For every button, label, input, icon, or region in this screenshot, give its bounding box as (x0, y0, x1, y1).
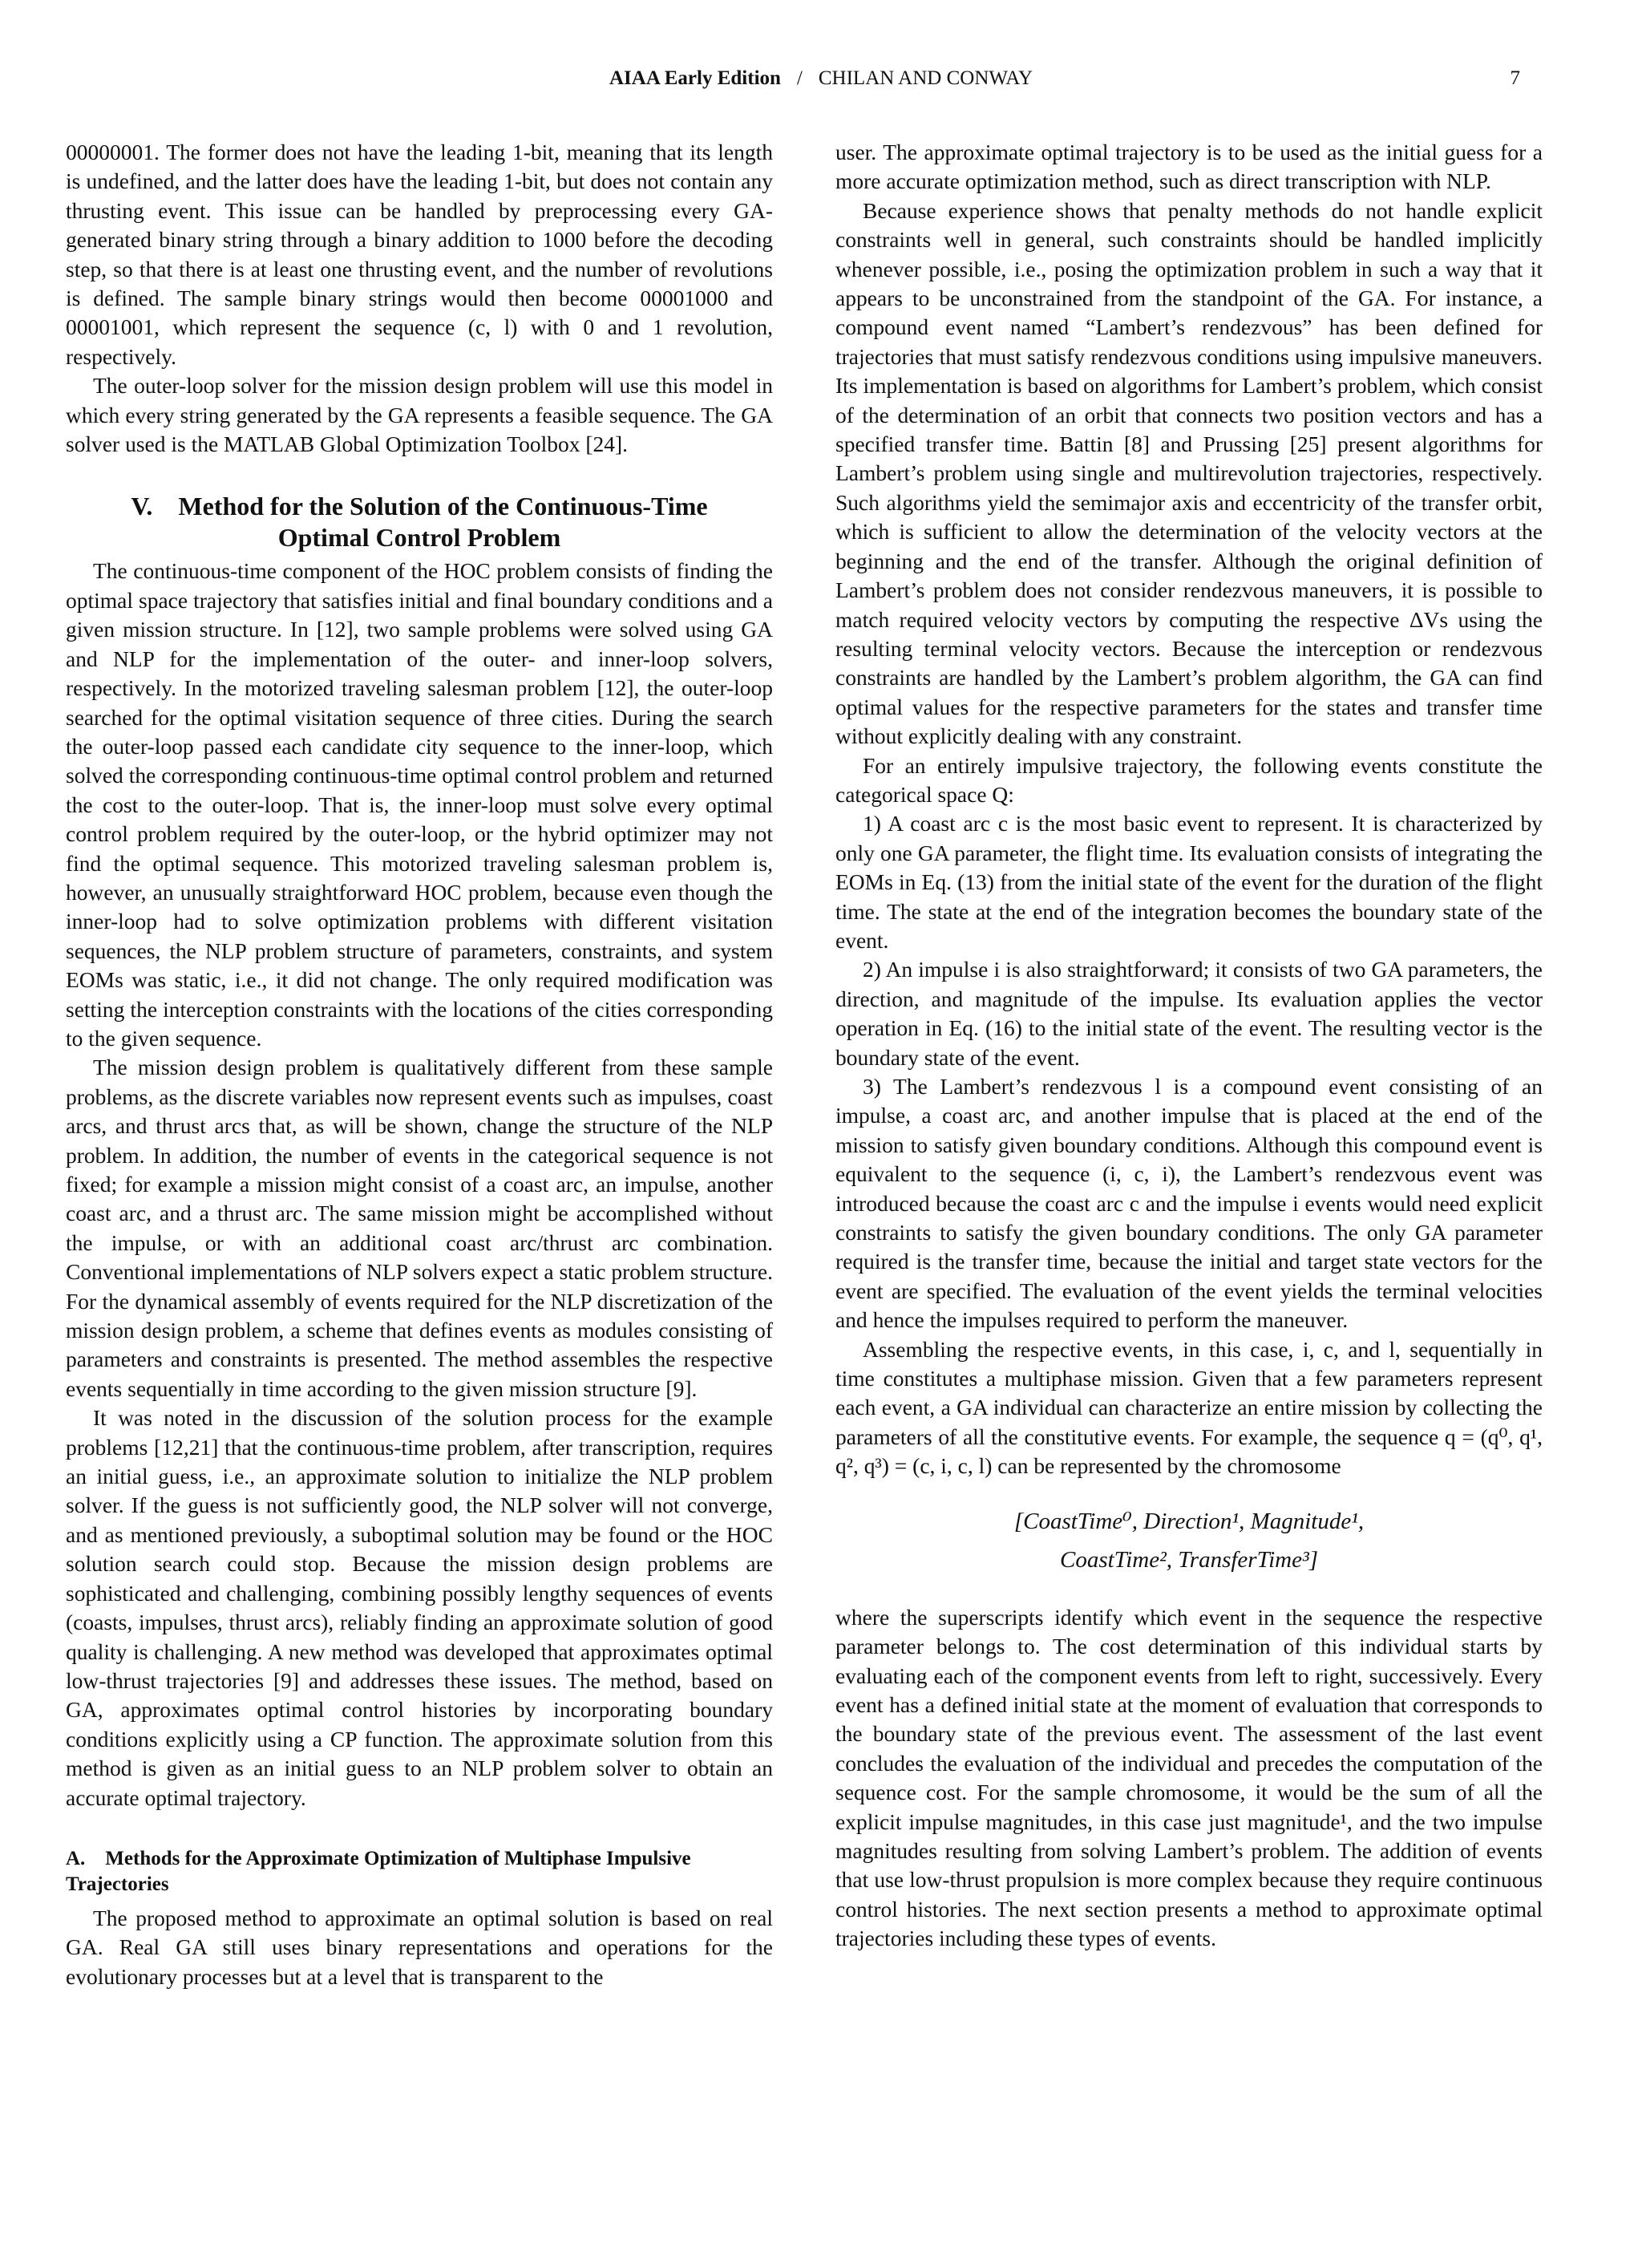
paragraph: The mission design problem is qualitatively different from these sample problems, as the discrete variables now represent events such as impulses, coast arcs, and thrust arcs that, as will be shown, change the structure of the NLP problem. In addition, the number of events in the categorical sequence is not fixed; for example a mission might consist of a coast arc, an impulse, another coast arc, and a thrust arc. The same mission might be accomplished without the impulse, or with an additional coast arc/thrust arc combination. Conventional implementations of NLP solvers expect a static problem structure. For the dynamical assembly of events required for the NLP discretization of the mission design problem, a scheme that defines events as modules consisting of parameters and constraints is presented. The method assembles the respective events sequentially in time according to the given mission structure [9]. (66, 1055, 773, 1401)
paragraph: where the superscripts identify which event in the sequence the respective parameter belongs to. The cost determination of this individual starts by evaluating each of the component events from left to right, successively. Every event has a defined initial state at the moment of evaluation that corresponds to the boundary state of the previous event. The assessment of the last event concludes the evaluation of the individual and precedes the computation of the sequence cost. For the sample chromosome, it would be the sum of all the explicit impulse magnitudes, in this case just magnitude¹, and the two impulse magnitudes resulting from solving Lambert’s problem. The addition of events that use low-thrust propulsion is more complex because they require continuous control histories. The next section presents a method to approximate optimal trajectories including these types of events. (835, 1604, 1543, 1951)
paragraph: The proposed method to approximate an optimal solution is based on real GA. Real GA still uses binary representations and operations for the evolutionary processes but at a level that is transparent to the (66, 1905, 773, 1989)
header-separator: / (796, 67, 803, 89)
paragraph: The continuous-time component of the HOC problem consists of finding the optimal space trajectory that satisfies initial and final boundary conditions and a given mission structure. In [12], two sample problems were solved using GA and NLP for the implementation of the outer- and inner-loop solvers, respectively. In the motorized traveling salesman problem [12], the outer-loop searched for the optimal visitation sequence of three cities. During the search the outer-loop passed each candidate city sequence to the inner-loop, which solved the corresponding continuous-time optimal control problem and returned the cost to the outer-loop. That is, the inner-loop must solve every optimal control problem required by the outer-loop, or the hybrid optimizer may not find the optimal sequence. This motorized traveling salesman problem is, however, an unusually straightforward HOC problem, because even though the inner-loop had to solve optimization problems with different visitation sequences, the NLP problem structure of parameters, constraints, and system EOMs was static, i.e., it did not change. The only required modification was setting the interception constraints with the locations of the cities corresponding to the given sequence. (66, 558, 773, 1051)
list-item: 3) The Lambert’s rendezvous l is a compound event consisting of an impulse, a coast arc, and another impulse that is placed at the end of the mission to satisfy given boundary conditions. Although this compound event is equivalent to the sequence (i, c, i), the Lambert’s rendezvous event was introduced because the coast arc c and the impulse i events would need explicit constraints to satisfy the given boundary conditions. The only GA parameter required is the transfer time, because the initial and target state vectors for the event are specified. The evaluation of the event yields the terminal velocities and hence the impulses required to perform the maneuver. (835, 1074, 1543, 1333)
page-number: 7 (1510, 67, 1520, 89)
paragraph: user. The approximate optimal trajectory is to be used as the initial guess for a more accurate optimization method, such as direct transcription with NLP. (835, 140, 1543, 194)
chromosome-equation (835, 1502, 1543, 1579)
section-heading-line: Optimal Control Problem (277, 523, 561, 553)
running-header (0, 67, 1642, 99)
header-venue: AIAA Early Edition (609, 67, 781, 89)
equation-line: [CoastTime⁰, Direction¹, Magnitude¹, (1013, 1508, 1365, 1534)
paragraph: The outer-loop solver for the mission design problem will use this model in which every string generated by the GA represents a feasible sequence. The GA solver used is the MATLAB Global Optimization Toolbox [24]. (66, 373, 773, 457)
section-heading-v (66, 491, 773, 553)
paragraph: 00000001. The former does not have the leading 1-bit, meaning that its length is undefined, and the latter does have the leading 1-bit, but does not contain any thrusting event. This issue can be handled by preprocessing every GA-generated binary string through a binary addition to 1000 before the decoding step, so that there is at least one thrusting event, and the number of revolutions is defined. The sample binary strings would then become 00001000 and 00001001, which represent the sequence (c, l) with 0 and 1 revolution, respectively. (66, 140, 773, 369)
subsection-heading-a: A. Methods for the Approximate Optimization of Multiphase Impulsive Trajectories (66, 1847, 696, 1895)
header-authors: CHILAN AND CONWAY (818, 67, 1033, 89)
list-item: 2) An impulse i is also straightforward; it consists of two GA parameters, the direction, and magnitude of the impulse. Its evaluation applies the vector operation in Eq. (16) to the initial state of the event. The resulting vector is the boundary state of the event. (835, 957, 1543, 1070)
paragraph: It was noted in the discussion of the solution process for the example problems [12,21] that the continuous-time problem, after transcription, requires an initial guess, i.e., an approximate solution to initialize the NLP problem solver. If the guess is not sufficiently good, the NLP solver will not converge, and as mentioned previously, a suboptimal solution may be found or the HOC solution search could stop. Because the mission design problems are sophisticated and challenging, combining possibly lengthy sequences of events (coasts, impulses, thrust arcs), reliably finding an approximate solution of good quality is challenging. A new method was developed that approximates optimal low-thrust trajectories [9] and addresses these issues. The method, based on GA, approximates optimal control histories by incorporating boundary conditions explicitly using a CP function. The approximate solution from this method is given as an initial guess to an NLP problem solver to obtain an accurate optimal trajectory. (66, 1405, 773, 1810)
right-column (835, 138, 1543, 1954)
paragraph: Because experience shows that penalty methods do not handle explicit constraints well in general, such constraints should be handled implicitly whenever possible, i.e., posing the optimization problem in such a way that it appears to be unconstrained from the standpoint of the GA. For instance, a compound event named “Lambert’s rendezvous” has been defined for trajectories that must satisfy rendezvous conditions using impulsive maneuvers. Its implementation is based on algorithms for Lambert’s problem, which consist of the determination of an orbit that connects two position vectors and has a specified transfer time. Battin [8] and Prussing [25] present algorithms for Lambert’s problem using single and multirevolution trajectories, respectively. Such algorithms yield the semimajor axis and eccentricity of the transfer orbit, which is sufficient to allow the determination of the velocity vectors at the beginning and the end of the transfer. Although the original definition of Lambert’s problem does not consider rendezvous maneuvers, it is possible to match required velocity vectors by computing the respective ΔVs using the resulting terminal velocity vectors. Because the interception or rendezvous constraints are handled by the Lambert’s problem algorithm, the GA can find optimal values for the respective parameters for the states and transfer time without explicitly dealing with any constraint. (835, 197, 1543, 749)
paragraph: For an entirely impulsive trajectory, the following events constitute the categorical space Q: (835, 752, 1543, 807)
left-column (66, 138, 773, 1991)
list-item: 1) A coast arc c is the most basic event to represent. It is characterized by only one GA parameter, the flight time. Its evaluation consists of integrating the EOMs in Eq. (13) from the initial state of the event for the duration of the flight time. The state at the end of the integration becomes the boundary state of the event. (835, 811, 1543, 953)
section-heading-line: V. Method for the Solution of the Continuous-Time (131, 492, 708, 521)
paragraph: Assembling the respective events, in this case, i, c, and l, sequentially in time constitutes a multiphase mission. Given that a few parameters represent each event, a GA individual can characterize an entire mission by collecting the parameters of all the constitutive events. For example, the sequence q = (q⁰, q¹, q², q³) = (c, i, c, l) can be represented by the chromosome (835, 1336, 1543, 1479)
header-title (0, 67, 1642, 90)
equation-line: CoastTime², TransferTime³] (1060, 1546, 1318, 1573)
